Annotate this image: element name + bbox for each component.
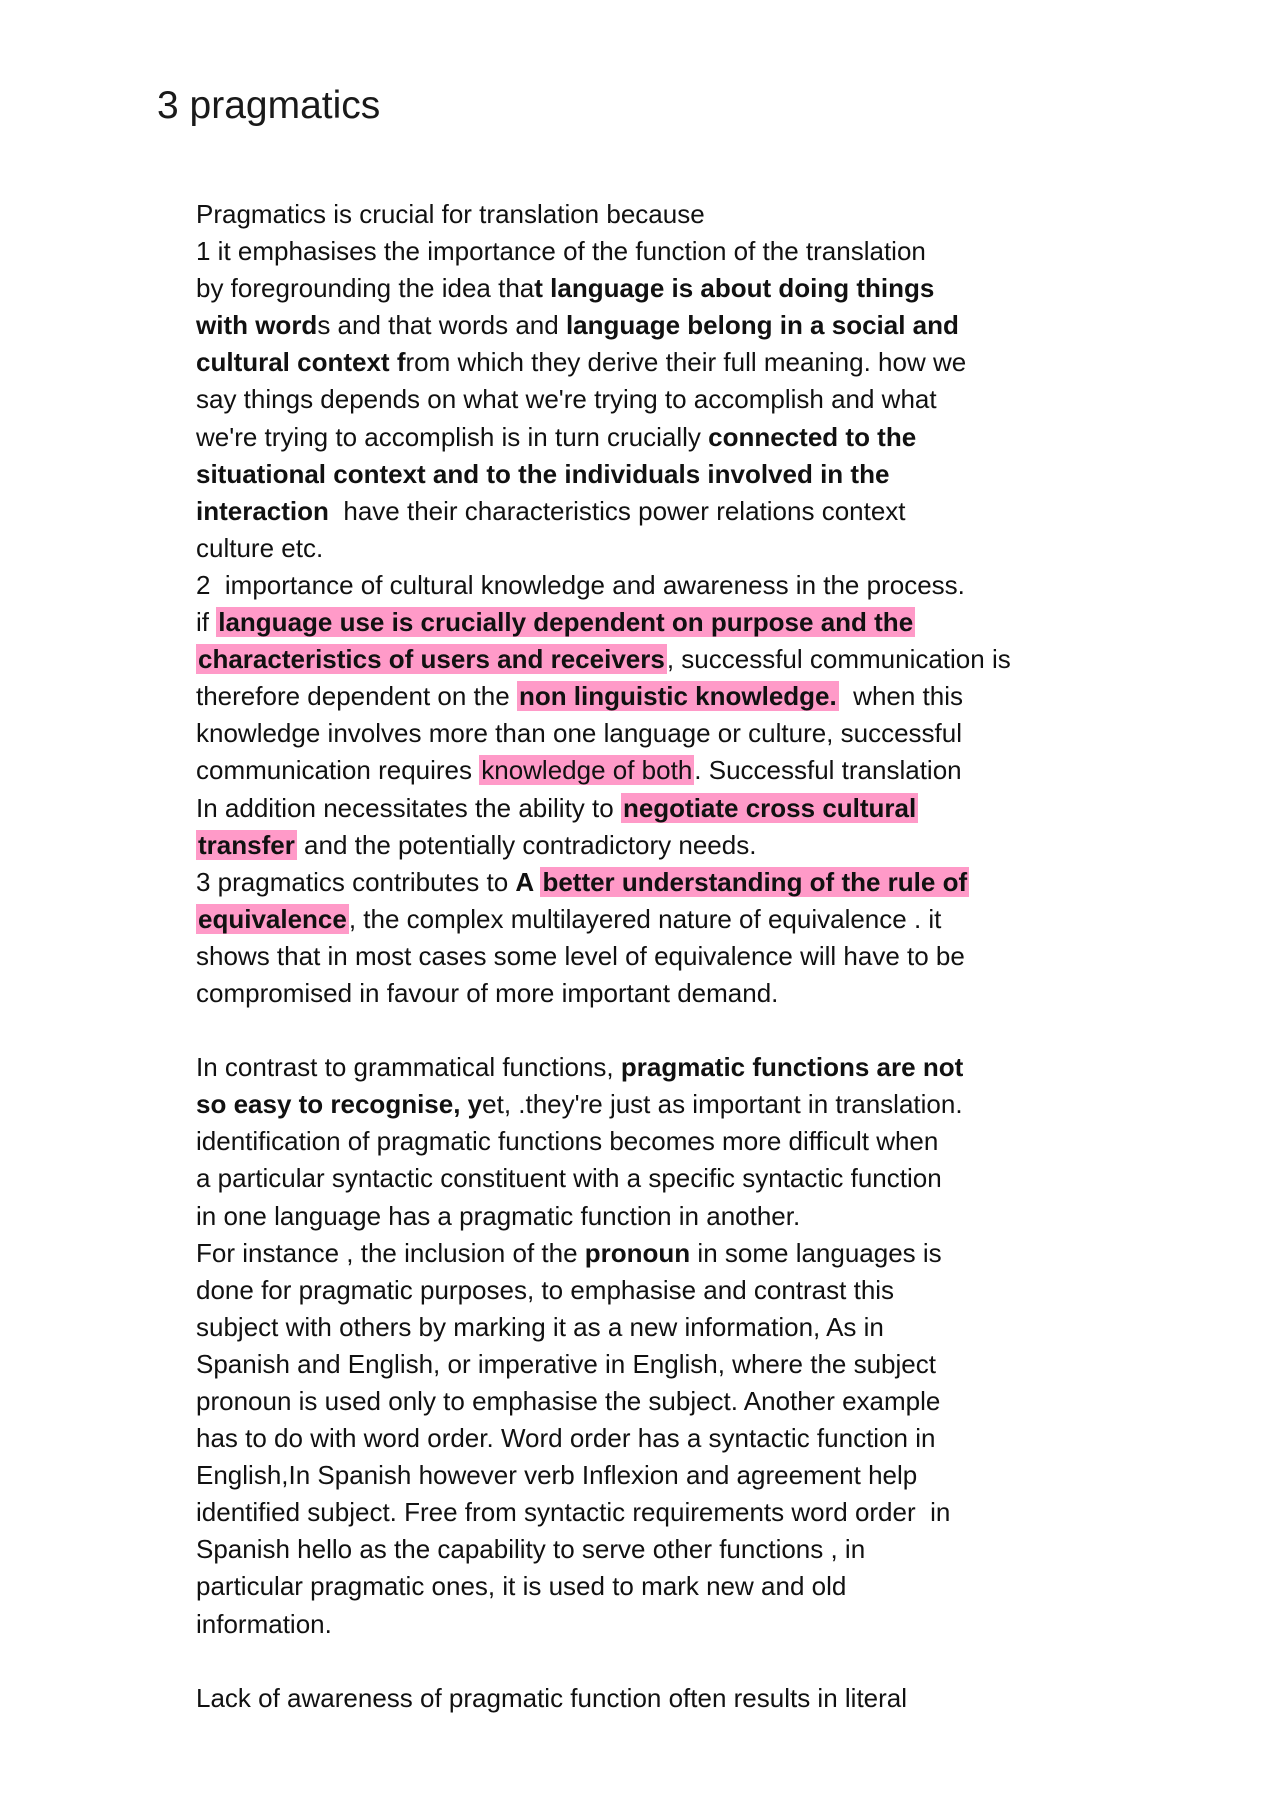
- highlighted-text: knowledge of both: [481, 755, 693, 786]
- text-run: 1 it emphasises the importance of the function of the translation: [196, 236, 926, 267]
- text-line: [196, 1272, 1076, 1309]
- text-line: [196, 1680, 1076, 1717]
- text-line: [196, 1198, 1076, 1235]
- text-line: [196, 975, 1076, 1012]
- text-run: has to do with word order. Word order has a syntactic function in: [196, 1423, 936, 1454]
- text-line: [196, 567, 1076, 604]
- text-line: [196, 1531, 1076, 1568]
- text-run: information.: [196, 1608, 332, 1639]
- bold-text: cultural context f: [196, 347, 406, 378]
- bold-text: pragmatic functions are not: [620, 1052, 964, 1083]
- text-line: [196, 864, 1076, 901]
- text-run: Lack of awareness of pragmatic function often results in literal: [196, 1682, 908, 1713]
- text-line: [196, 1494, 1076, 1531]
- text-run: and the potentially contradictory needs.: [296, 829, 757, 860]
- text-run: when this: [838, 681, 964, 712]
- text-line: [196, 530, 1076, 567]
- text-run: rom which they derive their full meaning. how we: [405, 347, 967, 378]
- text-run: shows that in most cases some level of equivalence will have to be: [196, 940, 965, 971]
- text-line: [196, 1123, 1076, 1160]
- text-line: [196, 752, 1076, 789]
- text-run: in some languages is: [690, 1237, 942, 1268]
- text-run: in one language has a pragmatic function in another.: [196, 1200, 801, 1231]
- bold-text: t language is about doing things: [534, 273, 935, 304]
- text-run: , the complex multilayered nature of equivalence . it: [348, 903, 942, 934]
- highlighted-text: better understanding of the rule of: [542, 866, 968, 897]
- text-line: [196, 715, 1076, 752]
- text-run: a particular syntactic constituent with a specific syntactic function: [196, 1163, 942, 1194]
- text-run: culture etc.: [196, 532, 324, 563]
- text-line: [196, 381, 1076, 418]
- paragraph-gap: [196, 1643, 1076, 1680]
- text-run: by foregrounding the idea tha: [196, 273, 535, 304]
- text-run: In addition necessitates the ability to: [196, 792, 621, 823]
- document-body: [196, 196, 1076, 1717]
- text-run: knowledge involves more than one language or culture, successful: [196, 718, 963, 749]
- text-run: have their characteristics power relations context: [328, 495, 906, 526]
- highlighted-text: non linguistic knowledge.: [518, 681, 837, 712]
- text-line: [196, 1568, 1076, 1605]
- text-run: English,In Spanish however verb Inflexion and agreement help: [196, 1460, 918, 1491]
- highlighted-text: language use is crucially dependent on purpose and the: [218, 607, 914, 638]
- text-run: 2 importance of cultural knowledge and awareness in the process.: [196, 569, 965, 600]
- text-line: [196, 270, 1076, 307]
- text-line: [196, 641, 1076, 678]
- text-line: [196, 233, 1076, 270]
- text-line: [196, 604, 1076, 641]
- highlighted-text: characteristics of users and receivers: [198, 644, 665, 675]
- text-line: [196, 1420, 1076, 1457]
- text-run: subject with others by marking it as a new information, As in: [196, 1311, 884, 1342]
- text-run: , successful communication is: [666, 644, 1011, 675]
- bold-text: language belong in a social and: [565, 310, 959, 341]
- text-line: [196, 493, 1076, 530]
- text-run: identification of pragmatic functions becomes more difficult when: [196, 1126, 939, 1157]
- text-run: compromised in favour of more important demand.: [196, 977, 779, 1008]
- text-line: [196, 827, 1076, 864]
- text-run: et, .they're just as important in translation.: [482, 1089, 963, 1120]
- page-title: 3 pragmatics: [157, 84, 381, 127]
- paragraph-gap: [196, 1012, 1076, 1049]
- bold-text: pronoun: [584, 1237, 691, 1268]
- text-line: [196, 790, 1076, 827]
- text-line: [196, 1606, 1076, 1643]
- text-run: particular pragmatic ones, it is used to mark new and old: [196, 1571, 847, 1602]
- text-line: [196, 938, 1076, 975]
- bold-text: connected to the: [708, 421, 917, 452]
- text-line: [196, 419, 1076, 456]
- text-run: if: [196, 607, 217, 638]
- text-run: Spanish hello as the capability to serve other functions , in: [196, 1534, 866, 1565]
- text-line: [196, 307, 1076, 344]
- text-run: we're trying to accomplish is in turn crucially: [196, 421, 709, 452]
- text-line: [196, 1457, 1076, 1494]
- text-line: [196, 456, 1076, 493]
- highlighted-text: equivalence: [198, 903, 347, 934]
- text-run: 3 pragmatics contributes to: [196, 866, 516, 897]
- text-run: done for pragmatic purposes, to emphasise and contrast this: [196, 1274, 895, 1305]
- text-run: s and that words and: [317, 310, 566, 341]
- text-run: therefore dependent on the: [196, 681, 517, 712]
- text-run: Spanish and English, or imperative in English, where the subject: [196, 1348, 936, 1379]
- text-line: [196, 1346, 1076, 1383]
- paragraph: [196, 1680, 1076, 1717]
- text-line: [196, 196, 1076, 233]
- paragraph: [196, 196, 1076, 1012]
- paragraph: [196, 1049, 1076, 1643]
- text-run: For instance , the inclusion of the: [196, 1237, 585, 1268]
- text-line: [196, 344, 1076, 381]
- text-run: In contrast to grammatical functions,: [196, 1052, 621, 1083]
- text-line: [196, 1086, 1076, 1123]
- text-line: [196, 1383, 1076, 1420]
- text-line: [196, 1235, 1076, 1272]
- text-run: Pragmatics is crucial for translation because: [196, 199, 705, 229]
- text-run: . Successful translation: [694, 755, 962, 786]
- bold-text: situational context and to the individuals involved in the: [196, 458, 890, 489]
- text-line: [196, 1309, 1076, 1346]
- text-run: pronoun is used only to emphasise the subject. Another example: [196, 1386, 941, 1416]
- text-line: [196, 1049, 1076, 1086]
- highlighted-text: negotiate cross cultural: [622, 792, 917, 823]
- text-line: [196, 901, 1076, 938]
- text-line: [196, 678, 1076, 715]
- text-run: identified subject. Free from syntactic requirements word order in: [196, 1497, 951, 1528]
- bold-text: so easy to recognise, y: [196, 1089, 483, 1120]
- bold-text: interaction: [196, 495, 329, 526]
- text-run: communication requires: [196, 755, 480, 786]
- text-run: say things depends on what we're trying to accomplish and what: [196, 384, 937, 415]
- bold-text: with word: [196, 310, 318, 341]
- highlighted-text: transfer: [198, 829, 295, 860]
- text-line: [196, 1160, 1076, 1197]
- bold-text: A: [515, 866, 541, 897]
